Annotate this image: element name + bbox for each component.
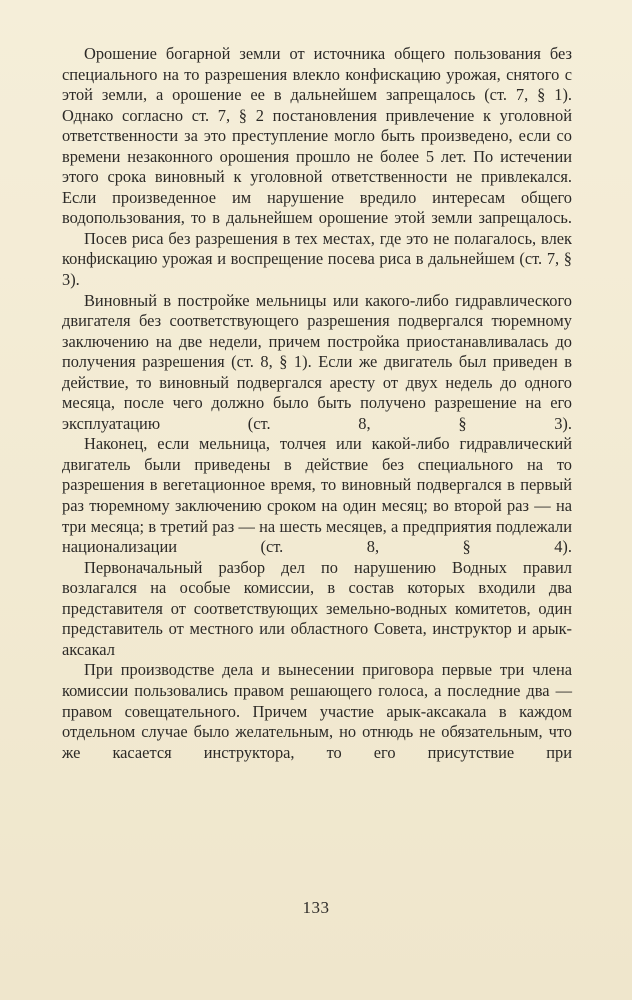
paragraph-2: Посев риса без разрешения в тех местах, где это не полагалось, влек конфискацию урожая и воспрещение посева риса в дальнейшем (ст. 7, § 3).	[62, 228, 572, 290]
paragraph-6: При производстве дела и вынесении приговора первые три члена комиссии пользовались правом решающего голоса, а последние два — правом совещательного. Причем участие арык-аксакала в каждом отдельном случае было желательным, но отнюдь не обязательным, что же касается инструктора, то его присутствие при	[62, 660, 572, 762]
paragraph-5: Первоначальный разбор дел по нарушению Водных правил возлагался на особые комиссии, в состав которых входили два представителя от соответствующих земельно-водных комитетов, один представитель от местного или областного Совета, инструктор и арык-аксакал	[62, 557, 572, 659]
paragraph-3: Виновный в постройке мельницы или какого-либо гидравлического двигателя без соответствующего разрешения подвергался тюремному заключению на две недели, причем постройка приостанавливалась до получения разрешения (ст. 8, § 1). Если же двигатель был приведен в действие, то виновный подвергался аресту от двух недель до одного месяца, после чего должно было быть получено разрешение на его эксплуатацию (ст. 8, § 3).	[62, 290, 572, 433]
page-number: 133	[302, 898, 330, 917]
paragraph-4: Наконец, если мельница, толчея или какой-либо гидравлический двигатель были приведены в действие без специального на то разрешения в вегетационное время, то виновный подвергался в первый раз тюремному заключению сроком на один месяц; во второй раз — на три месяца; в третий раз — на шесть месяцев, а предприятия подлежали национализации (ст. 8, § 4).	[62, 434, 572, 557]
paragraph-1: Орошение богарной земли от источника общего пользования без специального на то разрешения влекло конфискацию урожая, снятого с этой земли, а орошение ее в дальнейшем запрещалось (ст. 7, § 1). Однако согласно ст. 7, § 2 постановления привлечение к уголовной ответственности за это преступление могло быть произведено, если со времени незаконного орошения прошло не более 5 лет. По истечении этого срока виновный к уголовной ответственности не привлекался. Если произведенное им нарушение вредило интересам общего водопользования, то в дальнейшем орошение этой земли запрещалось.	[62, 44, 572, 228]
body-text	[62, 44, 572, 763]
